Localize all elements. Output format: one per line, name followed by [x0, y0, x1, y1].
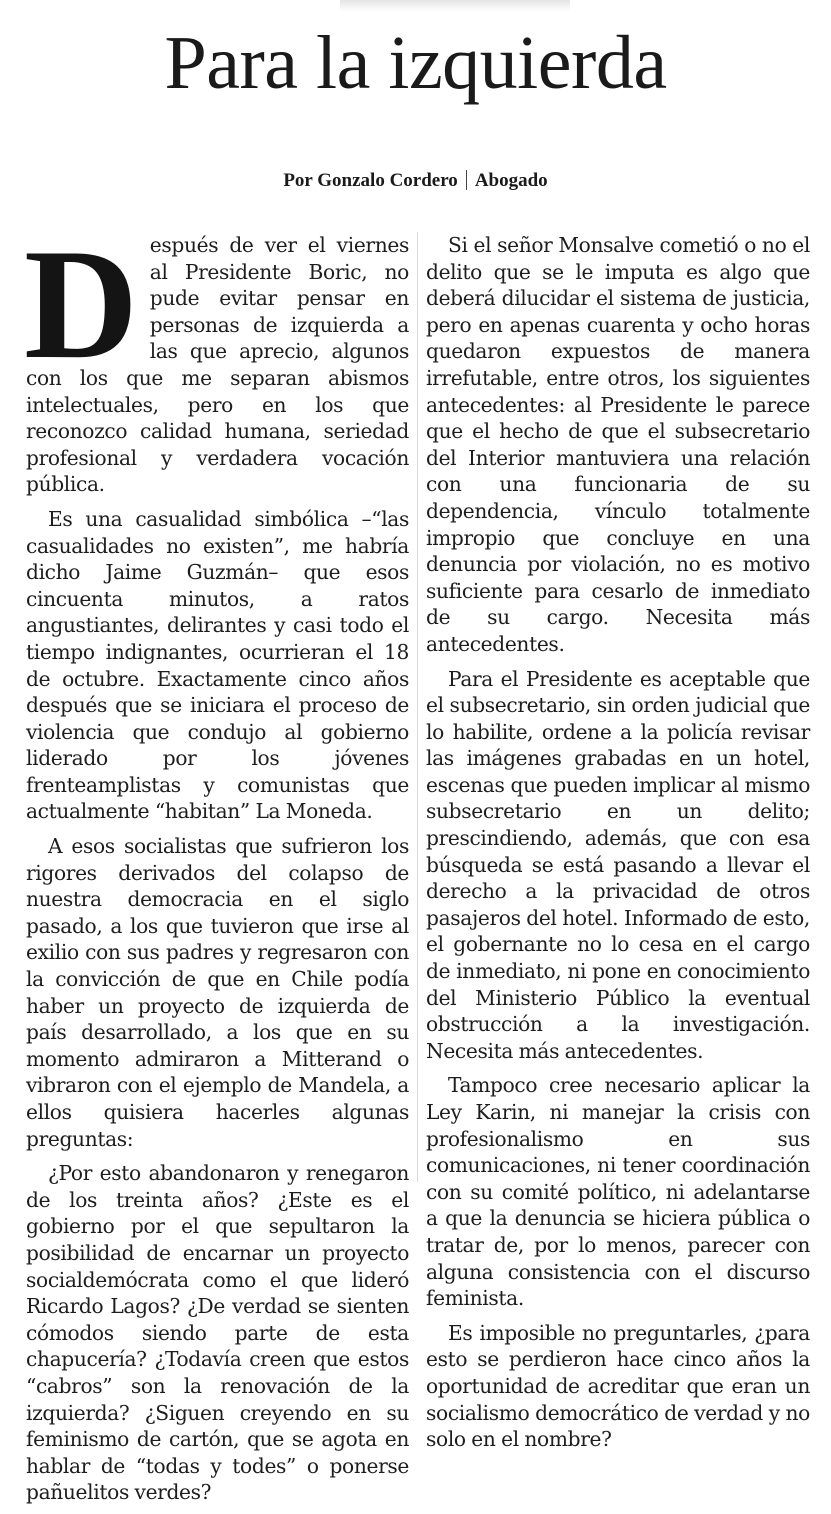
paragraph-5: Si el señor Monsalve cometió o no el delito que se le imputa es algo que deberá dilucidar el sistema de justicia, pero en apenas cuarenta y ocho horas quedaron expuestos de manera irrefutable, entre otros, los siguientes antecedentes: al Presidente le parece que el hecho de que el subsecretario del Interior mantuviera una relación con una funcionaria de su dependencia, vínculo totalmente impropio que concluye en una denuncia por violación, no es motivo suficiente para cesarlo de inmediato de su cargo. Necesita más antecedentes.	[426, 233, 810, 656]
article-title: Para la izquierda	[164, 21, 667, 105]
column-divider	[417, 232, 418, 1182]
byline-separator	[466, 170, 467, 190]
left-column	[24, 217, 409, 1514]
paragraph-6: Para el Presidente es aceptable que el subsecretario, sin orden judicial que lo habilite, ordene a la policía revisar las imágenes grabadas en un hotel, escenas que pueden implicar al mismo subsecretario en un delito; prescindiendo, además, que con esa búsqueda se está pasando a llevar el derecho a la privacidad de otros pasajeros del hotel. Informado de esto, el gobernante no lo cesa en el cargo de inmediato, ni pone en conocimiento del Ministerio Público la eventual obstrucción a la investigación. Necesita más antecedentes.	[426, 666, 810, 1063]
paragraph-1	[24, 217, 409, 498]
right-column	[426, 232, 810, 1461]
paragraph-7: Tampoco cree necesario aplicar la Ley Karin, ni manejar la crisis con profesionalismo en sus comunicaciones, ni tener coordinación con su comité político, ni adelantarse a que la denuncia se hiciera pública o tratar de, por lo menos, parecer con alguna consistencia con el discurso feminista.	[426, 1073, 810, 1311]
paragraph-3: A esos socialistas que sufrieron los rigores derivados del colapso de nuestra democracia en el siglo pasado, a los que tuvieron que irse al exilio con sus padres y regresaron con la convicción de que en Chile podía haber un proyecto de izquierda de país desarrollado, a los que en su momento admiraron a Mitterand o vibraron con el ejemplo de Mandela, a ellos quisiera hacerles algunas preguntas:	[26, 834, 409, 1151]
author-name: Por Gonzalo Cordero	[283, 170, 458, 191]
byline	[0, 170, 831, 192]
paragraph-1-text: espués de ver el viernes al Presidente Boric, no pude evitar pensar en personas de izquierda a las que aprecio, algunos con los que me separan abismos intelectuales, pero en los que reconozco calidad humana, seriedad profesional y verdadera vocación pública.	[26, 233, 409, 497]
scan-shadow	[340, 0, 570, 12]
paragraph-2: Es una casualidad simbólica –“las casualidades no existen”, me habría dicho Jaime Guzmán– que esos cincuenta minutos, a ratos angustiantes, delirantes y casi todo el tiempo indignantes, ocurrieran el 18 de octubre. Exactamente cinco años después que se iniciara el proceso de violencia que condujo al gobierno liderado por los jóvenes frenteamplistas y comunistas que actualmente “habitan” La Moneda.	[26, 506, 409, 824]
paragraph-8: Es imposible no preguntarles, ¿para esto se perdieron hace cinco años la oportunidad de acreditar que eran un socialismo democrático de verdad y no solo en el nombre?	[426, 1320, 810, 1452]
drop-cap: D	[24, 217, 138, 392]
author-role: Abogado	[474, 170, 548, 191]
paragraph-4: ¿Por esto abandonaron y renegaron de los treinta años? ¿Este es el gobierno por el que sepultaron la posibilidad de encarnar un proyecto socialdemócrata como el que lideró Ricardo Lagos? ¿De verdad se sienten cómodos siendo parte de esta chapucería? ¿Todavía creen que estos “cabros” son la renovación de la izquierda? ¿Siguen creyendo en su feminismo de cartón, que se agota en hablar de “todas y todes” o ponerse pañuelitos verdes?	[26, 1161, 409, 1505]
